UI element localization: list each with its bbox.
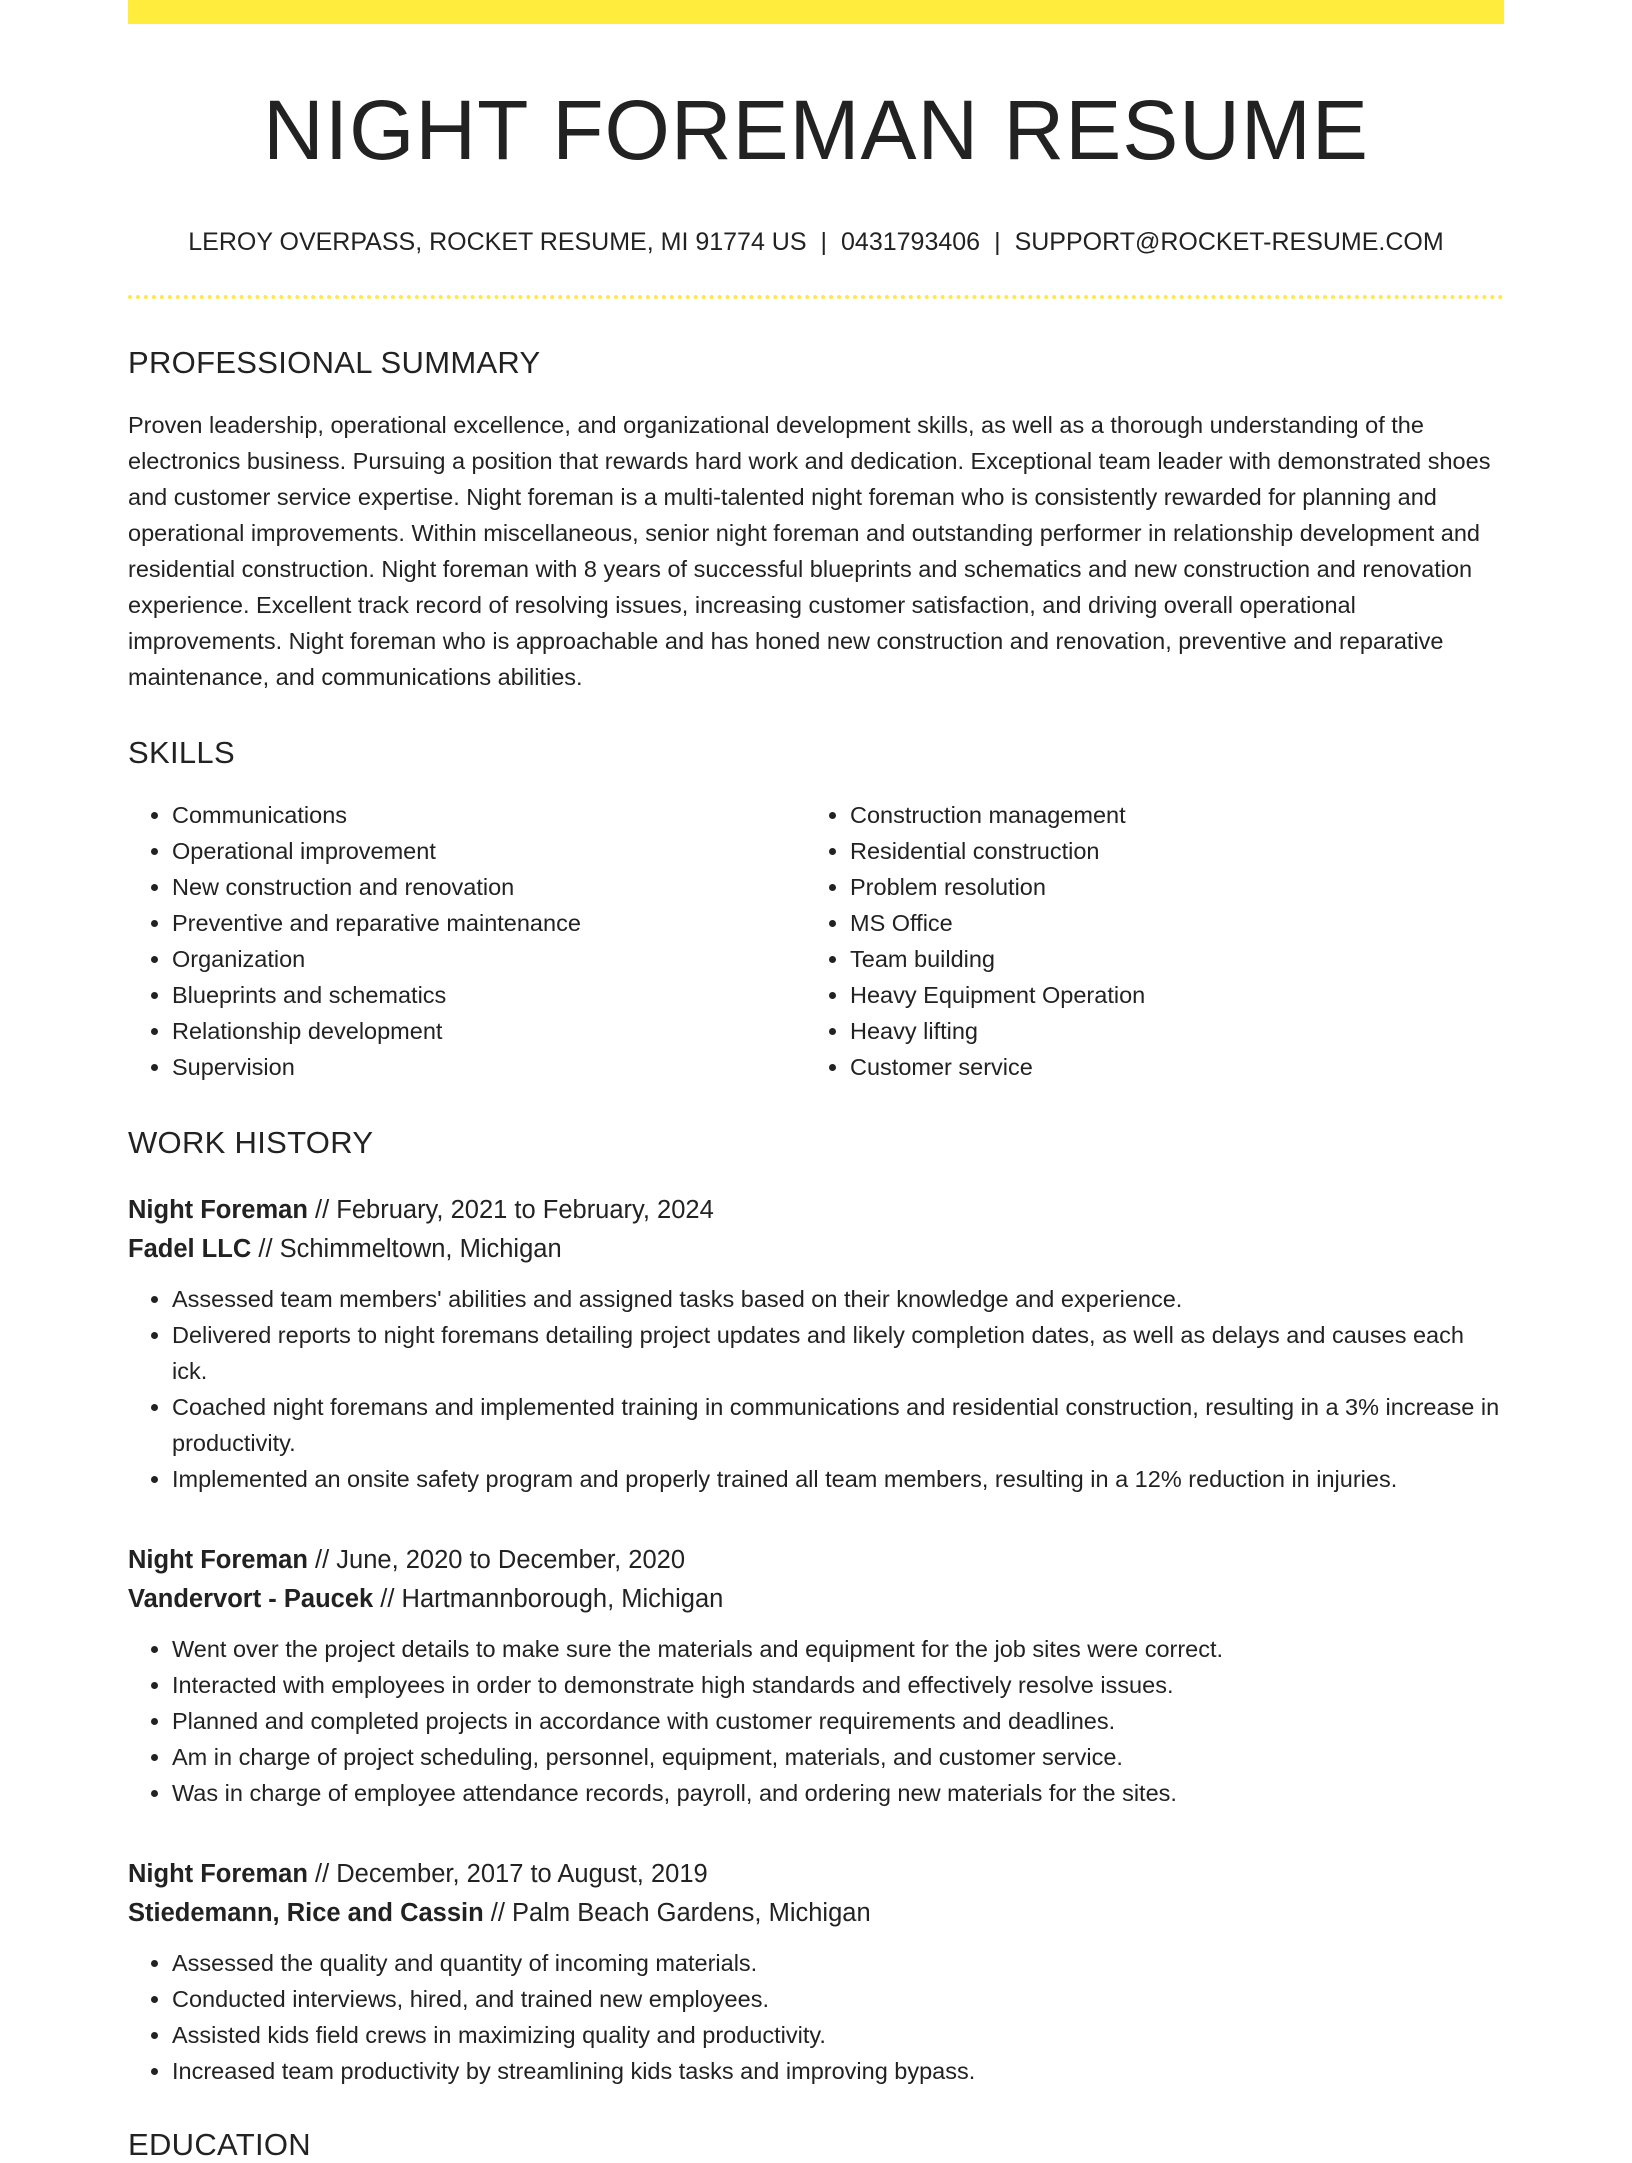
job-location: // Hartmannborough, Michigan	[380, 1585, 724, 1614]
skill-item: • Relationship development	[172, 1013, 806, 1049]
contact-separator: |	[820, 228, 828, 257]
job-company-line	[128, 1894, 1504, 1933]
skill-item: • Preventive and reparative maintenance	[172, 905, 806, 941]
contact-line	[128, 228, 1504, 257]
skill-item: • New construction and renovation	[172, 869, 806, 905]
job-bullet: • Coached night foremans and implemented training in communications and residential construction, resulting in a 3% increase in productivity.	[172, 1389, 1504, 1461]
job-bullet: • Am in charge of project scheduling, personnel, equipment, materials, and customer service.	[172, 1739, 1504, 1775]
skills-list-left	[128, 797, 806, 1085]
skill-item: • Supervision	[172, 1049, 806, 1085]
job-bullets	[128, 1945, 1504, 2089]
job-title-line	[128, 1541, 1504, 1580]
skill-item: • Heavy Equipment Operation	[850, 977, 1484, 1013]
job-company-line	[128, 1230, 1504, 1269]
job-title-line	[128, 1191, 1504, 1230]
job-entry	[128, 1191, 1504, 1497]
job-company: Stiedemann, Rice and Cassin	[128, 1899, 484, 1928]
resume-page	[128, 0, 1504, 2163]
job-title: Night Foreman	[128, 1546, 308, 1575]
skill-item: • Communications	[172, 797, 806, 833]
job-title-line	[128, 1855, 1504, 1894]
contact-phone: 0431793406	[841, 228, 981, 257]
summary-heading: PROFESSIONAL SUMMARY	[128, 345, 541, 381]
skill-item: • MS Office	[850, 905, 1484, 941]
summary-text: Proven leadership, operational excellence, and organizational development skills, as well as a thorough understanding of the electronics business. Pursuing a position that rewards hard work and dedication. Exceptional team leader with demonstrated shoes and customer service expertise. Night foreman is a multi-talented night foreman who is consistently rewarded for planning and operational improvements. Within miscellaneous, senior night foreman and outstanding performer in relationship development and residential construction. Night foreman with 8 years of successful blueprints and schematics and new construction and renovation experience. Excellent track record of resolving issues, increasing customer satisfaction, and driving overall operational improvements. Night foreman who is approachable and has honed new construction and renovation, preventive and reparative maintenance, and communications abilities.	[128, 412, 1491, 691]
job-dates: // February, 2021 to February, 2024	[315, 1196, 714, 1225]
job-bullet: • Assessed team members' abilities and assigned tasks based on their knowledge and experience.	[172, 1281, 1504, 1317]
job-bullet: • Was in charge of employee attendance records, payroll, and ordering new materials for the sites.	[172, 1775, 1504, 1811]
job-location: // Palm Beach Gardens, Michigan	[490, 1899, 871, 1928]
job-bullets	[128, 1281, 1504, 1497]
job-dates: // June, 2020 to December, 2020	[315, 1546, 686, 1575]
skill-item: • Problem resolution	[850, 869, 1484, 905]
skill-item: • Organization	[172, 941, 806, 977]
job-bullet: • Assessed the quality and quantity of incoming materials.	[172, 1945, 1504, 1981]
skills-list-right	[806, 797, 1484, 1085]
skills-grid	[128, 797, 1504, 1085]
work-history-heading: WORK HISTORY	[128, 1125, 374, 1161]
job-bullet: • Implemented an onsite safety program and properly trained all team members, resulting in a 12% reduction in injuries.	[172, 1461, 1504, 1497]
job-bullet: • Planned and completed projects in accordance with customer requirements and deadlines.	[172, 1703, 1504, 1739]
job-bullet: • Interacted with employees in order to demonstrate high standards and effectively resolve issues.	[172, 1667, 1504, 1703]
dotted-divider	[128, 295, 1504, 299]
job-company: Vandervort - Paucek	[128, 1585, 374, 1614]
job-bullet: • Increased team productivity by streamlining kids tasks and improving bypass.	[172, 2053, 1504, 2089]
job-bullet: • Went over the project details to make sure the materials and equipment for the job sites were correct.	[172, 1631, 1504, 1667]
skill-item: • Residential construction	[850, 833, 1484, 869]
skill-item: • Team building	[850, 941, 1484, 977]
skill-item: • Heavy lifting	[850, 1013, 1484, 1049]
skill-item: • Customer service	[850, 1049, 1484, 1085]
job-bullets	[128, 1631, 1504, 1811]
job-entry	[128, 1541, 1504, 1811]
job-company-line	[128, 1580, 1504, 1619]
job-bullet: • Conducted interviews, hired, and trained new employees.	[172, 1981, 1504, 2017]
job-title: Night Foreman	[128, 1196, 308, 1225]
contact-email: SUPPORT@ROCKET-RESUME.COM	[1014, 228, 1444, 257]
top-accent-bar	[128, 0, 1504, 24]
skills-heading: SKILLS	[128, 735, 235, 771]
resume-title: NIGHT FOREMAN RESUME	[263, 83, 1369, 177]
skill-item: • Construction management	[850, 797, 1484, 833]
job-location: // Schimmeltown, Michigan	[258, 1235, 562, 1264]
job-entry	[128, 1855, 1504, 2089]
job-company: Fadel LLC	[128, 1235, 252, 1264]
skill-item: • Operational improvement	[172, 833, 806, 869]
education-heading: EDUCATION	[128, 2127, 311, 2163]
job-bullet: • Delivered reports to night foremans detailing project updates and likely completion dates, as well as delays and causes each ick.	[172, 1317, 1504, 1389]
job-dates: // December, 2017 to August, 2019	[315, 1860, 708, 1889]
contact-address: LEROY OVERPASS, ROCKET RESUME, MI 91774 US	[188, 228, 807, 257]
job-title: Night Foreman	[128, 1860, 308, 1889]
work-history-list	[128, 1191, 1504, 2089]
job-bullet: • Assisted kids field crews in maximizing quality and productivity.	[172, 2017, 1504, 2053]
skill-item: • Blueprints and schematics	[172, 977, 806, 1013]
contact-separator: |	[994, 228, 1001, 257]
